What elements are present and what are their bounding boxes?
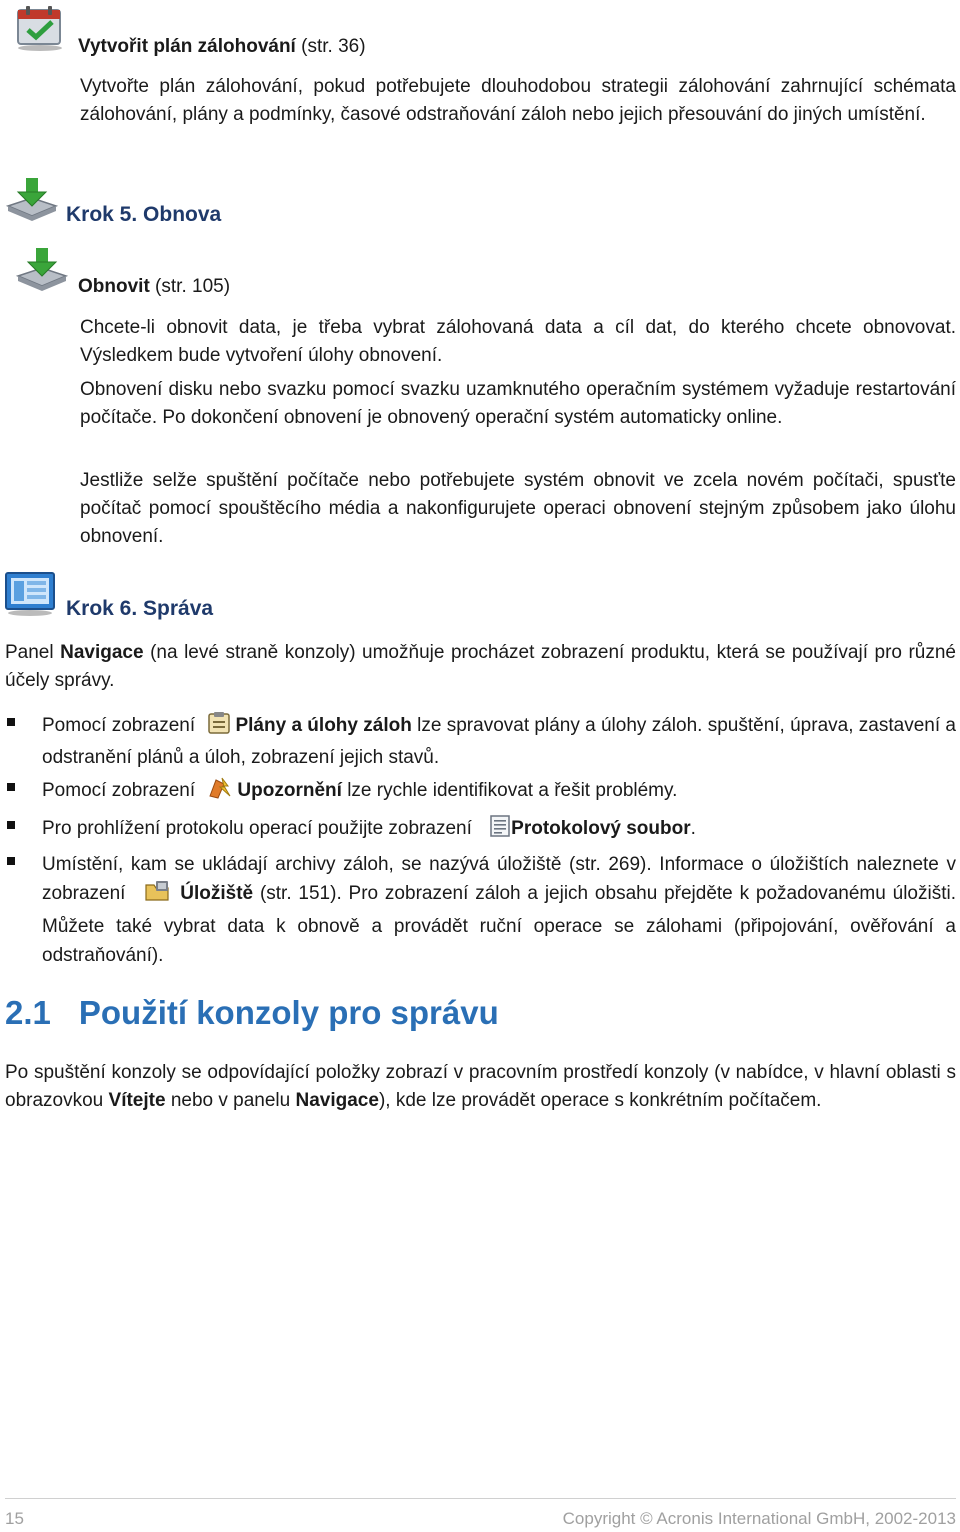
- list-item: Pro prohlížení protokolu operací použijte zobrazení Protokolový soubor.: [42, 814, 956, 847]
- plans-and-tasks-link[interactable]: Plány a úlohy záloh: [235, 715, 412, 736]
- recovery-step-icon: [4, 176, 60, 229]
- list-item: Umístění, kam se ukládají archivy záloh, se nazývá úložiště (str. 269). Informace o úložištích naleznete v zobrazení Úložiště (str. 151). Pro zobrazení záloh a jejich obsahu přejděte k požadovanému úložišti. Můžete také vybrat data k obnově a provádět ruční operace se zálohami (připojování, ověřování a odstraňování).: [42, 854, 956, 966]
- section-title: Použití konzoly pro správu: [78, 994, 499, 1031]
- plan-heading: [78, 33, 366, 61]
- vaults-icon: [144, 879, 172, 912]
- restore-paragraph-2: Obnovení disku nebo svazku pomocí svazku uzamknutého operačním systémem vyžaduje restartování počítače. Po dokončení obnovení je obnovený operační systém automaticky online.: [80, 379, 956, 428]
- page-number: 15: [5, 1509, 24, 1528]
- list-item: Pomocí zobrazení Plány a úlohy záloh lze spravovat plány a úlohy záloh. spuštění, úprava, zastavení a odstranění plánů a úloh, zobrazení jejich stavů.: [42, 711, 956, 772]
- restore-paragraph-3: Jestliže selže spuštění počítače nebo potřebujete systém obnovit ve zcela novém počítači, spusťte počítač pomocí spouštěcího média a nakonfigurujete operaci obnovení stejným způsobem jako úlohu obnovení.: [80, 470, 956, 547]
- log-link[interactable]: Protokolový soubor: [511, 818, 691, 839]
- backup-plan-icon: [14, 4, 68, 57]
- welcome-term: Vítejte: [108, 1090, 166, 1111]
- section-number: 2.1: [5, 994, 51, 1031]
- vaults-link[interactable]: Úložiště: [180, 883, 254, 904]
- plan-description: Vytvořte plán zálohování, pokud potřebujete dlouhodobou strategii zálohování zahrnující schémata zálohování, plány a podmínky, časové odstraňování záloh nebo jejich přesouvání do jiných umístění.: [80, 76, 956, 125]
- management-step-icon: [4, 571, 56, 622]
- bullet-marker: [7, 857, 15, 865]
- plan-title[interactable]: Vytvořit plán zálohování: [78, 36, 296, 57]
- bullet-marker: [7, 821, 15, 829]
- plans-and-tasks-icon: [206, 711, 232, 744]
- alerts-icon: [206, 776, 234, 809]
- section-intro-paragraph: Po spuštění konzoly se odpovídající položky zobrazí v pracovním prostředí konzoly (v nabídce, v hlavní oblasti s obrazovkou Vítejte nebo v panelu Navigace), kde lze provádět operace s konkrétním počítačem.: [5, 1062, 956, 1111]
- list-item: Pomocí zobrazení Upozornění lze rychle identifikovat a řešit problémy.: [42, 776, 956, 809]
- navigation-term: Navigace: [60, 642, 144, 663]
- copyright: Copyright © Acronis International GmbH, 2002-2013: [562, 1509, 956, 1528]
- restore-title[interactable]: Obnovit: [78, 276, 150, 297]
- section-heading: [5, 994, 499, 1032]
- navigation-term: Navigace: [295, 1090, 379, 1111]
- restore-page-ref: (str. 105): [149, 276, 231, 297]
- plan-page-ref: (str. 36): [295, 36, 366, 57]
- navigation-panel-paragraph: Panel Navigace (na levé straně konzoly) umožňuje procházet zobrazení produktu, která se používají pro různé účely správy.: [5, 642, 957, 691]
- bullet-marker: [7, 783, 15, 791]
- alerts-link[interactable]: Upozornění: [237, 780, 342, 801]
- log-icon: [489, 814, 511, 847]
- step-6-label: Krok 6. Správa: [66, 597, 214, 620]
- restore-icon: [14, 246, 70, 299]
- footer-divider: [5, 1498, 956, 1499]
- step-5-label: Krok 5. Obnova: [66, 203, 222, 226]
- bullet-marker: [7, 718, 15, 726]
- restore-paragraph-1: Chcete-li obnovit data, je třeba vybrat zálohovaná data a cíl dat, do kterého chcete obnovovat. Výsledkem bude vytvoření úlohy obnovení.: [80, 317, 956, 366]
- restore-heading: [78, 273, 230, 301]
